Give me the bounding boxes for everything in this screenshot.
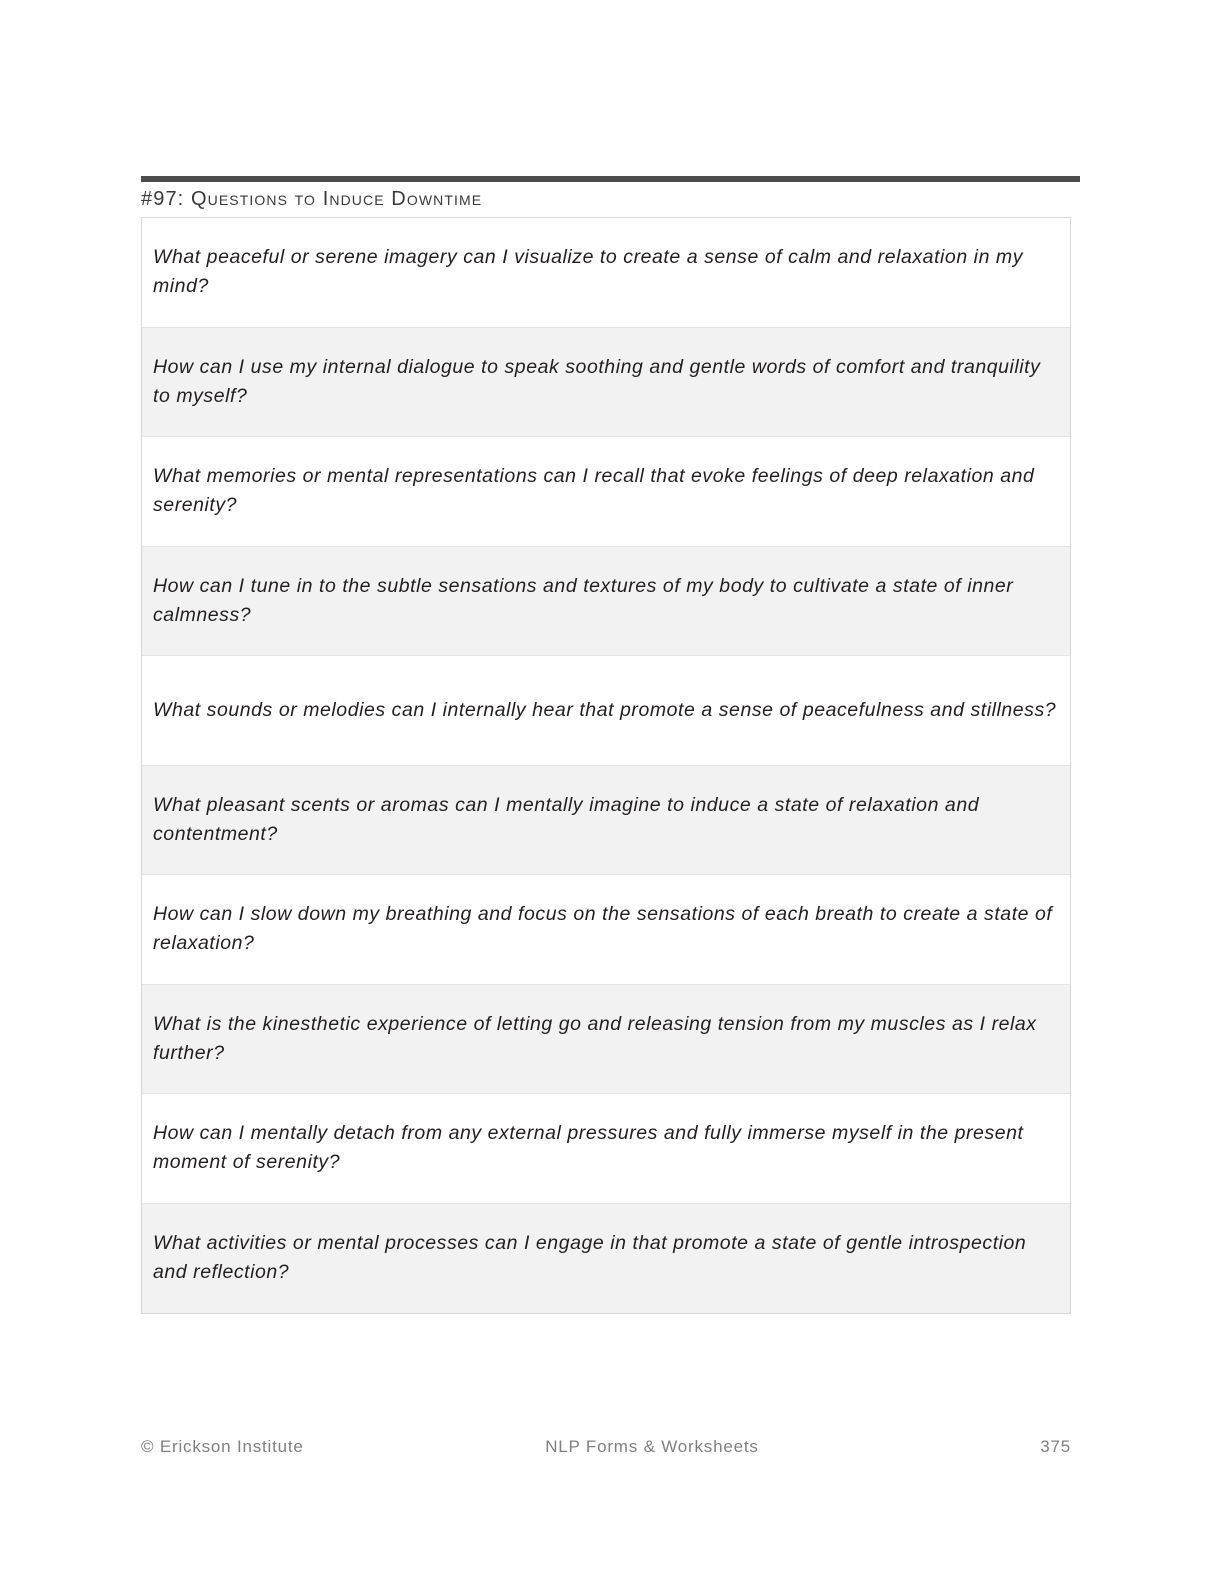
table-row [142, 437, 1070, 547]
table-row [142, 766, 1070, 876]
question-text: How can I mentally detach from any external pressures and fully immerse myself in the present moment of serenity? [153, 1122, 1024, 1174]
question-text: How can I use my internal dialogue to speak soothing and gentle words of comfort and tranquility to myself? [153, 355, 1041, 407]
table-row [142, 547, 1070, 657]
table-row [142, 328, 1070, 438]
question-text: What sounds or melodies can I internally hear that promote a sense of peacefulness and stillness? [153, 698, 1057, 721]
footer-copyright: © Erickson Institute [141, 1437, 304, 1456]
question-text: What pleasant scents or aromas can I mentally imagine to induce a state of relaxation and contentment? [153, 793, 980, 845]
table-row [142, 985, 1070, 1095]
questions-table [141, 217, 1071, 1314]
question-text: What is the kinesthetic experience of letting go and releasing tension from my muscles as I relax further? [153, 1012, 1037, 1064]
table-row [142, 875, 1070, 985]
page-footer [141, 1437, 1071, 1457]
question-text: How can I tune in to the subtle sensations and textures of my body to cultivate a state of inner calmness? [153, 574, 1014, 626]
header-rule [141, 176, 1080, 182]
question-text: What memories or mental representations can I recall that evoke feelings of deep relaxation and serenity? [153, 465, 1035, 517]
table-row [142, 656, 1070, 766]
table-row [142, 1204, 1070, 1314]
table-row [142, 218, 1070, 328]
page-title: #97: Questions to Induce Downtime [141, 188, 483, 210]
footer-title: NLP Forms & Worksheets [545, 1437, 759, 1456]
footer-page-number: 375 [1040, 1437, 1071, 1456]
table-row [142, 1094, 1070, 1204]
question-text: How can I slow down my breathing and focus on the sensations of each breath to create a state of relaxation? [153, 903, 1053, 955]
question-text: What peaceful or serene imagery can I visualize to create a sense of calm and relaxation in my mind? [153, 246, 1024, 298]
question-text: What activities or mental processes can I engage in that promote a state of gentle introspection and reflection? [153, 1232, 1027, 1284]
